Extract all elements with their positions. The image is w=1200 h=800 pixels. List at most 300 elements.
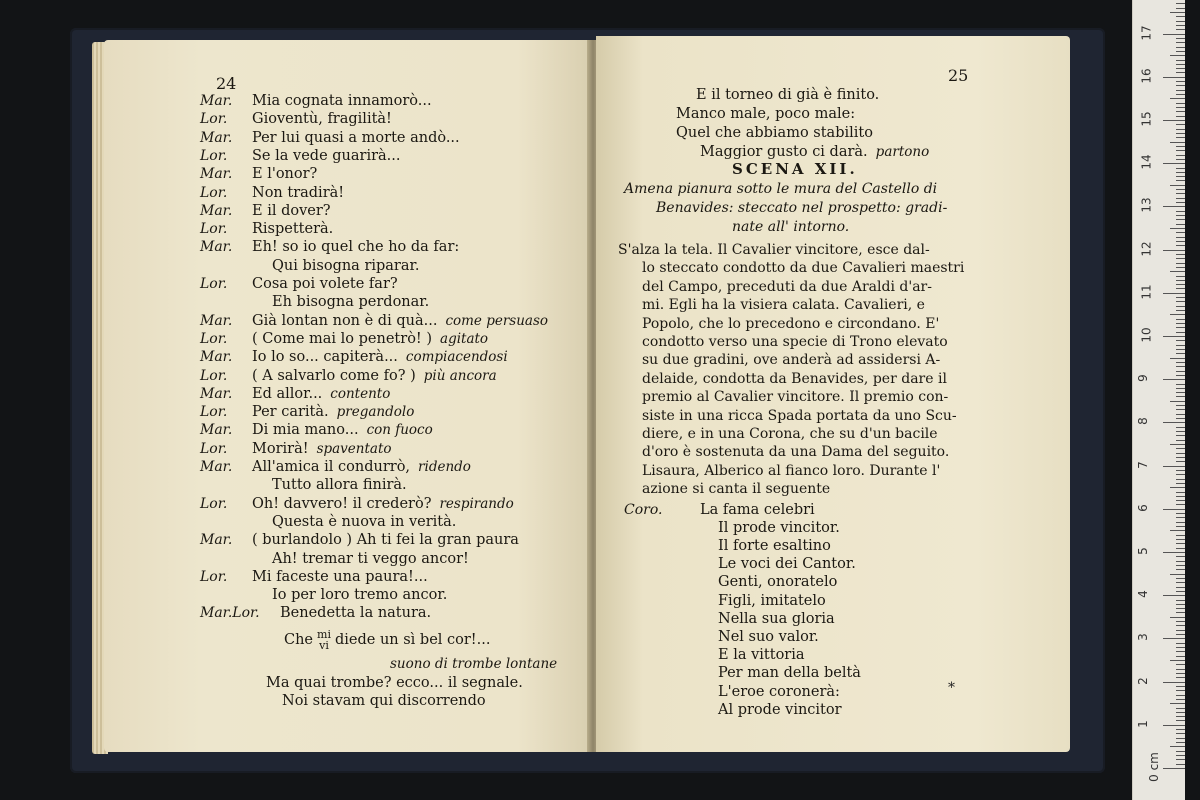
ruler-tick — [1163, 725, 1185, 726]
ruler-tick — [1176, 414, 1185, 415]
chorus-text: Per man della beltà — [718, 665, 861, 682]
ruler-tick — [1176, 280, 1185, 281]
dialogue-text: Eh! so io quel che ho da far: — [252, 239, 460, 256]
ruler-tick — [1176, 634, 1185, 635]
dialogue-line — [200, 476, 407, 494]
chorus-text: E la vittoria — [718, 647, 805, 664]
stage-direction: spaventato — [316, 440, 392, 457]
ruler-tick — [1176, 81, 1185, 82]
ruler-tick — [1176, 764, 1185, 765]
ruler-tick — [1176, 686, 1185, 687]
ruler-tick — [1176, 427, 1185, 428]
stage-direction: agitato — [440, 330, 489, 347]
dialogue-text: Qui bisogna riparar. — [272, 257, 420, 274]
verse-line: Manco male, poco male: — [676, 106, 856, 122]
ruler-tick — [1176, 612, 1185, 613]
ruler-label: 17 — [1139, 24, 1154, 41]
ruler-tick — [1170, 401, 1185, 402]
ruler-tick — [1170, 228, 1185, 229]
ruler-tick — [1176, 384, 1185, 385]
dialogue-line — [200, 440, 392, 458]
speaker-label: Lor. — [200, 440, 228, 457]
ruler-tick — [1176, 651, 1185, 652]
ruler-tick — [1176, 396, 1185, 397]
ruler-tick — [1176, 699, 1185, 700]
stage-prose-line: su due gradini, ove anderà ad assidersi A- — [642, 352, 941, 369]
dialogue-line — [200, 385, 390, 403]
dialogue-text: Benedetta la natura. — [280, 605, 432, 622]
ruler-tick — [1170, 314, 1185, 315]
stage-direction: pregandolo — [336, 404, 415, 421]
ruler-tick — [1176, 392, 1185, 393]
ruler-label: 3 — [1135, 633, 1150, 642]
chorus-line — [718, 646, 805, 664]
ruler-tick — [1176, 306, 1185, 307]
dialogue-line — [200, 184, 344, 202]
ruler-tick — [1176, 94, 1185, 95]
ruler-tick — [1176, 578, 1185, 579]
ruler-tick — [1176, 146, 1185, 147]
dialogue-text: Per lui quasi a morte andò... — [252, 129, 460, 146]
ruler-tick — [1163, 379, 1185, 380]
ruler-tick — [1163, 595, 1185, 596]
ruler-tick — [1176, 565, 1185, 566]
ruler-tick — [1163, 768, 1185, 769]
ruler-tick — [1176, 172, 1185, 173]
ruler-tick — [1176, 215, 1185, 216]
dialogue-line — [284, 629, 490, 651]
ruler-tick — [1176, 198, 1185, 199]
page-number-right: 25 — [948, 66, 969, 85]
ruler-tick — [1170, 185, 1185, 186]
speaker-label: Lor. — [200, 495, 228, 512]
dialogue-text: ( A salvarlo come fo? ) — [252, 367, 416, 384]
ruler-label: 0 cm — [1146, 752, 1161, 782]
ruler-tick — [1163, 34, 1185, 35]
ruler-tick — [1170, 487, 1185, 488]
ruler-tick — [1176, 504, 1185, 505]
ruler-label: 8 — [1135, 417, 1150, 426]
stage-prose-line: diere, e in una Corona, che su d'un bacile — [642, 426, 938, 442]
ruler-tick — [1176, 513, 1185, 514]
ruler-tick — [1163, 682, 1185, 683]
ruler-tick — [1176, 3, 1185, 4]
ruler-tick — [1176, 362, 1185, 363]
verse-line: Maggior gusto ci darà. partono — [700, 144, 930, 160]
chorus-line — [718, 610, 835, 628]
ruler-tick — [1176, 600, 1185, 601]
ruler-tick — [1176, 643, 1185, 644]
ruler-tick — [1176, 712, 1185, 713]
ruler-tick — [1176, 548, 1185, 549]
ruler-tick — [1176, 647, 1185, 648]
chorus-text: Genti, onoratelo — [718, 574, 838, 591]
stage-prose-line: lo steccato condotto da due Cavalieri maestri — [642, 260, 965, 277]
ruler-tick — [1163, 120, 1185, 121]
ruler-tick — [1176, 159, 1185, 160]
chorus-text: Al prode vincitor — [718, 701, 842, 718]
dialogue-line — [200, 421, 433, 439]
ruler-tick — [1176, 150, 1185, 151]
dialogue-text: Se la vede guarirà... — [252, 147, 401, 164]
ruler-tick — [1176, 690, 1185, 691]
stage-prose-line: d'oro è sostenuta da una Dama del seguito. — [642, 444, 950, 461]
dialogue-text: E il dover? — [252, 202, 331, 219]
speaker-label: Mar. — [200, 129, 233, 146]
dialogue-text: Ah! tremar ti veggo ancor! — [272, 550, 469, 567]
dialogue-text: Di mia mano... — [252, 422, 359, 439]
dialogue-text: Tutto allora finirà. — [272, 477, 407, 494]
stage-prose-line: S'alza la tela. Il Cavalier vincitore, esce dal- — [618, 242, 930, 258]
scene-description: Benavides: steccato nel prospetto: gradi- — [656, 200, 948, 216]
ruler-tick — [1176, 211, 1185, 212]
speaker-label: Lor. — [200, 184, 228, 201]
ruler-tick — [1176, 284, 1185, 285]
ruler-tick — [1176, 297, 1185, 298]
chorus-line — [718, 683, 840, 701]
ruler-tick — [1176, 664, 1185, 665]
ruler-tick — [1176, 604, 1185, 605]
ruler-tick — [1176, 219, 1185, 220]
dialogue-text: Gioventù, fragilità! — [252, 111, 392, 128]
ruler-tick — [1176, 608, 1185, 609]
verse-line: Quel che abbiamo stabilito — [676, 125, 873, 141]
dialogue-text: Mia cognata innamorò... — [252, 93, 432, 109]
dialogue-text: diede un sì bel cor!... — [334, 631, 491, 648]
variant-vi: vi — [319, 638, 329, 652]
ruler-tick — [1176, 621, 1185, 622]
ruler-label: 15 — [1139, 111, 1154, 127]
dialogue-text: Cosa poi volete far? — [252, 276, 398, 292]
ruler-tick — [1176, 751, 1185, 752]
ruler-tick — [1176, 677, 1185, 678]
ruler-tick — [1176, 353, 1185, 354]
ruler-tick — [1176, 327, 1185, 328]
ruler-tick — [1176, 176, 1185, 177]
speaker-label: Lor. — [200, 367, 228, 384]
stage-prose-line: delaide, condotta da Benavides, per dare il — [642, 370, 947, 387]
chorus-line — [718, 573, 837, 591]
chorus-label: Coro. — [624, 501, 663, 518]
dialogue-line — [200, 257, 419, 275]
dialogue-line — [200, 604, 431, 622]
dialogue-line — [200, 367, 497, 385]
speaker-label: Mar. — [200, 422, 233, 439]
dialogue-line — [200, 531, 519, 549]
speaker-label: Mar. — [200, 349, 233, 366]
ruler-tick — [1176, 224, 1185, 225]
dialogue-line — [200, 238, 459, 256]
ruler-tick — [1176, 673, 1185, 674]
ruler-tick — [1170, 660, 1185, 661]
dialogue-line — [200, 293, 429, 311]
ruler-tick — [1170, 12, 1185, 13]
ruler-tick — [1163, 336, 1185, 337]
dialogue-line — [200, 110, 392, 128]
dialogue-text: Ed allor... — [252, 385, 323, 402]
ruler-tick — [1176, 695, 1185, 696]
ruler-tick — [1176, 349, 1185, 350]
ruler-tick — [1176, 258, 1185, 259]
ruler-tick — [1176, 47, 1185, 48]
ruler-tick — [1163, 293, 1185, 294]
stage-prose-line: condotto verso una specie di Trono elevato — [642, 334, 948, 350]
ruler-tick — [1176, 630, 1185, 631]
scene-description: Amena pianura sotto le mura del Castello di — [624, 181, 938, 197]
ruler-tick — [1176, 21, 1185, 22]
dialogue-text: Rispetterà. — [252, 221, 334, 238]
ruler-tick — [1176, 457, 1185, 458]
dialogue-line — [200, 202, 331, 220]
ruler-tick — [1176, 237, 1185, 238]
ruler-tick — [1176, 288, 1185, 289]
ruler-label: 5 — [1135, 547, 1150, 555]
ruler-tick — [1176, 461, 1185, 462]
stage-direction: compiacendosi — [405, 349, 508, 366]
ruler-tick — [1176, 103, 1185, 104]
ruler-tick — [1176, 375, 1185, 376]
ruler-tick — [1176, 155, 1185, 156]
dialogue-line — [200, 568, 428, 586]
ruler-tick — [1163, 77, 1185, 78]
dialogue-line — [200, 348, 508, 366]
dialogue-text: Già lontan non è di quà... — [252, 312, 438, 329]
ruler-tick — [1176, 323, 1185, 324]
mi-vi-variant — [317, 629, 331, 651]
ruler-tick — [1176, 522, 1185, 523]
ruler-tick — [1176, 133, 1185, 134]
ruler-tick — [1163, 206, 1185, 207]
ruler-tick — [1170, 746, 1185, 747]
ruler-tick — [1176, 60, 1185, 61]
speaker-label: Mar. — [200, 93, 233, 109]
dialogue-line: Noi stavam qui discorrendo — [282, 693, 486, 709]
dialogue-line — [200, 403, 414, 421]
ruler-tick — [1176, 8, 1185, 9]
ruler-tick — [1176, 729, 1185, 730]
dialogue-text: Che — [284, 631, 314, 648]
ruler-tick — [1170, 530, 1185, 531]
ruler-tick — [1176, 189, 1185, 190]
ruler-tick — [1176, 479, 1185, 480]
ruler-tick — [1176, 591, 1185, 592]
ruler-tick — [1176, 435, 1185, 436]
stage-direction: come persuaso — [445, 312, 549, 329]
ruler-tick — [1176, 587, 1185, 588]
ruler-tick — [1163, 552, 1185, 553]
ruler-tick — [1176, 29, 1185, 30]
speaker-label: Mar. — [200, 202, 233, 219]
ruler-tick — [1170, 271, 1185, 272]
ruler-tick — [1176, 418, 1185, 419]
stage-direction: più ancora — [423, 367, 497, 384]
ruler-tick — [1176, 759, 1185, 760]
ruler-tick — [1170, 703, 1185, 704]
dialogue-line — [200, 165, 317, 183]
speaker-label: Mar. — [200, 239, 233, 256]
ruler-tick — [1176, 755, 1185, 756]
speaker-label: Lor. — [200, 404, 228, 421]
speaker-label: Mar. — [200, 459, 233, 475]
ruler-tick — [1176, 332, 1185, 333]
ruler-label: 16 — [1139, 68, 1154, 84]
ruler-tick — [1170, 574, 1185, 575]
ruler-label: 1 — [1135, 719, 1150, 728]
ruler-tick — [1163, 163, 1185, 164]
ruler-tick — [1176, 708, 1185, 709]
dialogue-text: Mi faceste una paura!... — [252, 568, 428, 585]
chorus-line — [718, 519, 840, 537]
ruler-label: 14 — [1139, 154, 1154, 170]
dialogue-text: Non tradirà! — [252, 184, 345, 201]
ruler-tick — [1176, 345, 1185, 346]
ruler-tick — [1176, 371, 1185, 372]
scene-description: nate all' intorno. — [732, 219, 850, 235]
dialogue-line — [200, 312, 548, 330]
ruler-tick — [1176, 496, 1185, 497]
right-page — [596, 36, 1070, 752]
stage-direction: con fuoco — [366, 422, 433, 439]
ruler-tick — [1176, 340, 1185, 341]
chorus-text: Nel suo valor. — [718, 629, 819, 645]
ruler-tick — [1176, 561, 1185, 562]
ruler-tick — [1176, 25, 1185, 26]
ruler-label: 10 — [1139, 327, 1154, 343]
ruler-label: 4 — [1135, 590, 1150, 599]
ruler-tick — [1176, 85, 1185, 86]
stage-direction: partono — [875, 144, 930, 160]
ruler-tick — [1176, 137, 1185, 138]
ruler-tick — [1176, 733, 1185, 734]
chorus-line — [718, 592, 826, 610]
dialogue-text: Oh! davvero! il crederò? — [252, 495, 432, 512]
dialogue-text: Questa è nuova in verità. — [272, 513, 457, 530]
dialogue-line: Ma quai trombe? ecco... il segnale. — [266, 674, 523, 691]
dialogue-text: ( burlandolo ) Ah ti fei la gran paura — [252, 532, 519, 549]
ruler-tick — [1176, 556, 1185, 557]
ruler-tick — [1176, 241, 1185, 242]
ruler-label: 11 — [1139, 284, 1154, 300]
ruler-tick — [1176, 569, 1185, 570]
ruler-tick — [1176, 263, 1185, 264]
dialogue-line — [200, 92, 432, 110]
ruler-tick — [1176, 539, 1185, 540]
stage-prose-line: Lisaura, Alberico al fianco loro. Durante l' — [642, 462, 941, 479]
stage-direction: ridendo — [418, 459, 471, 475]
chorus-line — [718, 701, 842, 719]
ruler-tick — [1163, 250, 1185, 251]
ruler-label: 9 — [1135, 374, 1150, 383]
speaker-label: Mar. — [200, 385, 233, 402]
stage-prose-line: premio al Cavalier vincitore. Il premio con- — [642, 389, 949, 406]
dialogue-text: Io lo so... capiterà... — [252, 349, 398, 366]
ruler-tick — [1170, 98, 1185, 99]
ruler-tick — [1176, 180, 1185, 181]
stage-direction: suono di trombe lontane — [390, 655, 558, 672]
speaker-label: Lor. — [200, 147, 228, 164]
chorus-line — [624, 501, 815, 519]
ruler-tick — [1163, 509, 1185, 510]
dialogue-text: E l'onor? — [252, 166, 318, 183]
ruler-tick — [1176, 669, 1185, 670]
speaker-label: Mar.Lor. — [200, 605, 260, 622]
dialogue-text: All'amica il condurrò, — [252, 459, 411, 475]
ruler-tick — [1170, 142, 1185, 143]
dialogue-line — [200, 586, 447, 604]
ruler-tick — [1163, 638, 1185, 639]
chorus-text: Nella sua gloria — [718, 610, 835, 627]
ruler-tick — [1176, 388, 1185, 389]
chorus-text: Il forte esaltino — [718, 538, 831, 554]
measurement-ruler — [1132, 0, 1185, 800]
stage-direction: contento — [330, 385, 391, 402]
ruler-tick — [1176, 409, 1185, 410]
ruler-tick — [1176, 129, 1185, 130]
ruler-tick — [1176, 90, 1185, 91]
ruler-tick — [1176, 202, 1185, 203]
ruler-tick — [1176, 470, 1185, 471]
speaker-label: Mar. — [200, 312, 233, 329]
verse-line: E il torneo di già è finito. — [696, 87, 880, 103]
speaker-label: Lor. — [200, 111, 228, 128]
ruler-label: 6 — [1135, 503, 1150, 512]
stage-prose-line: Popolo, che lo precedono e circondano. E' — [642, 315, 940, 332]
speaker-label: Lor. — [200, 276, 228, 292]
ruler-tick — [1176, 111, 1185, 112]
ruler-tick — [1176, 431, 1185, 432]
ruler-tick — [1163, 466, 1185, 467]
ruler-tick — [1176, 254, 1185, 255]
dialogue-text: ( Come mai lo penetrò! ) — [252, 330, 433, 347]
chorus-text: L'eroe coronerà: — [718, 683, 840, 700]
ruler-tick — [1176, 301, 1185, 302]
ruler-tick — [1170, 358, 1185, 359]
stage-prose-line: del Campo, preceduti da due Araldi d'ar- — [642, 278, 932, 295]
ruler-tick — [1176, 535, 1185, 536]
ruler-tick — [1176, 543, 1185, 544]
dialogue-text: Morirà! — [252, 440, 309, 457]
stage-prose-line: azione si canta il seguente — [642, 481, 831, 498]
ruler-tick — [1170, 617, 1185, 618]
dialogue-line — [200, 495, 514, 513]
ruler-tick — [1176, 64, 1185, 65]
signature-mark: * — [948, 680, 955, 696]
chorus-text: Le voci dei Cantor. — [718, 556, 856, 573]
speaker-label: Lor. — [200, 330, 228, 347]
ruler-tick — [1176, 405, 1185, 406]
ruler-label: 7 — [1135, 460, 1150, 469]
ruler-tick — [1170, 55, 1185, 56]
ruler-tick — [1176, 453, 1185, 454]
ruler-tick — [1176, 526, 1185, 527]
dialogue-text: Io per loro tremo ancor. — [272, 587, 448, 604]
ruler-tick — [1176, 116, 1185, 117]
ruler-tick — [1176, 517, 1185, 518]
ruler-tick — [1176, 492, 1185, 493]
ruler-tick — [1176, 366, 1185, 367]
speaker-label: Lor. — [200, 221, 228, 238]
ruler-label: 12 — [1139, 240, 1154, 257]
chorus-line — [718, 664, 861, 682]
variant-mi: mi — [317, 627, 331, 641]
ruler-tick — [1176, 267, 1185, 268]
stage-direction: respirando — [439, 495, 514, 512]
ruler-tick — [1163, 422, 1185, 423]
chorus-text: Figli, imitatelo — [718, 592, 826, 609]
ruler-tick — [1176, 738, 1185, 739]
ruler-tick — [1176, 319, 1185, 320]
dialogue-line — [200, 275, 398, 293]
